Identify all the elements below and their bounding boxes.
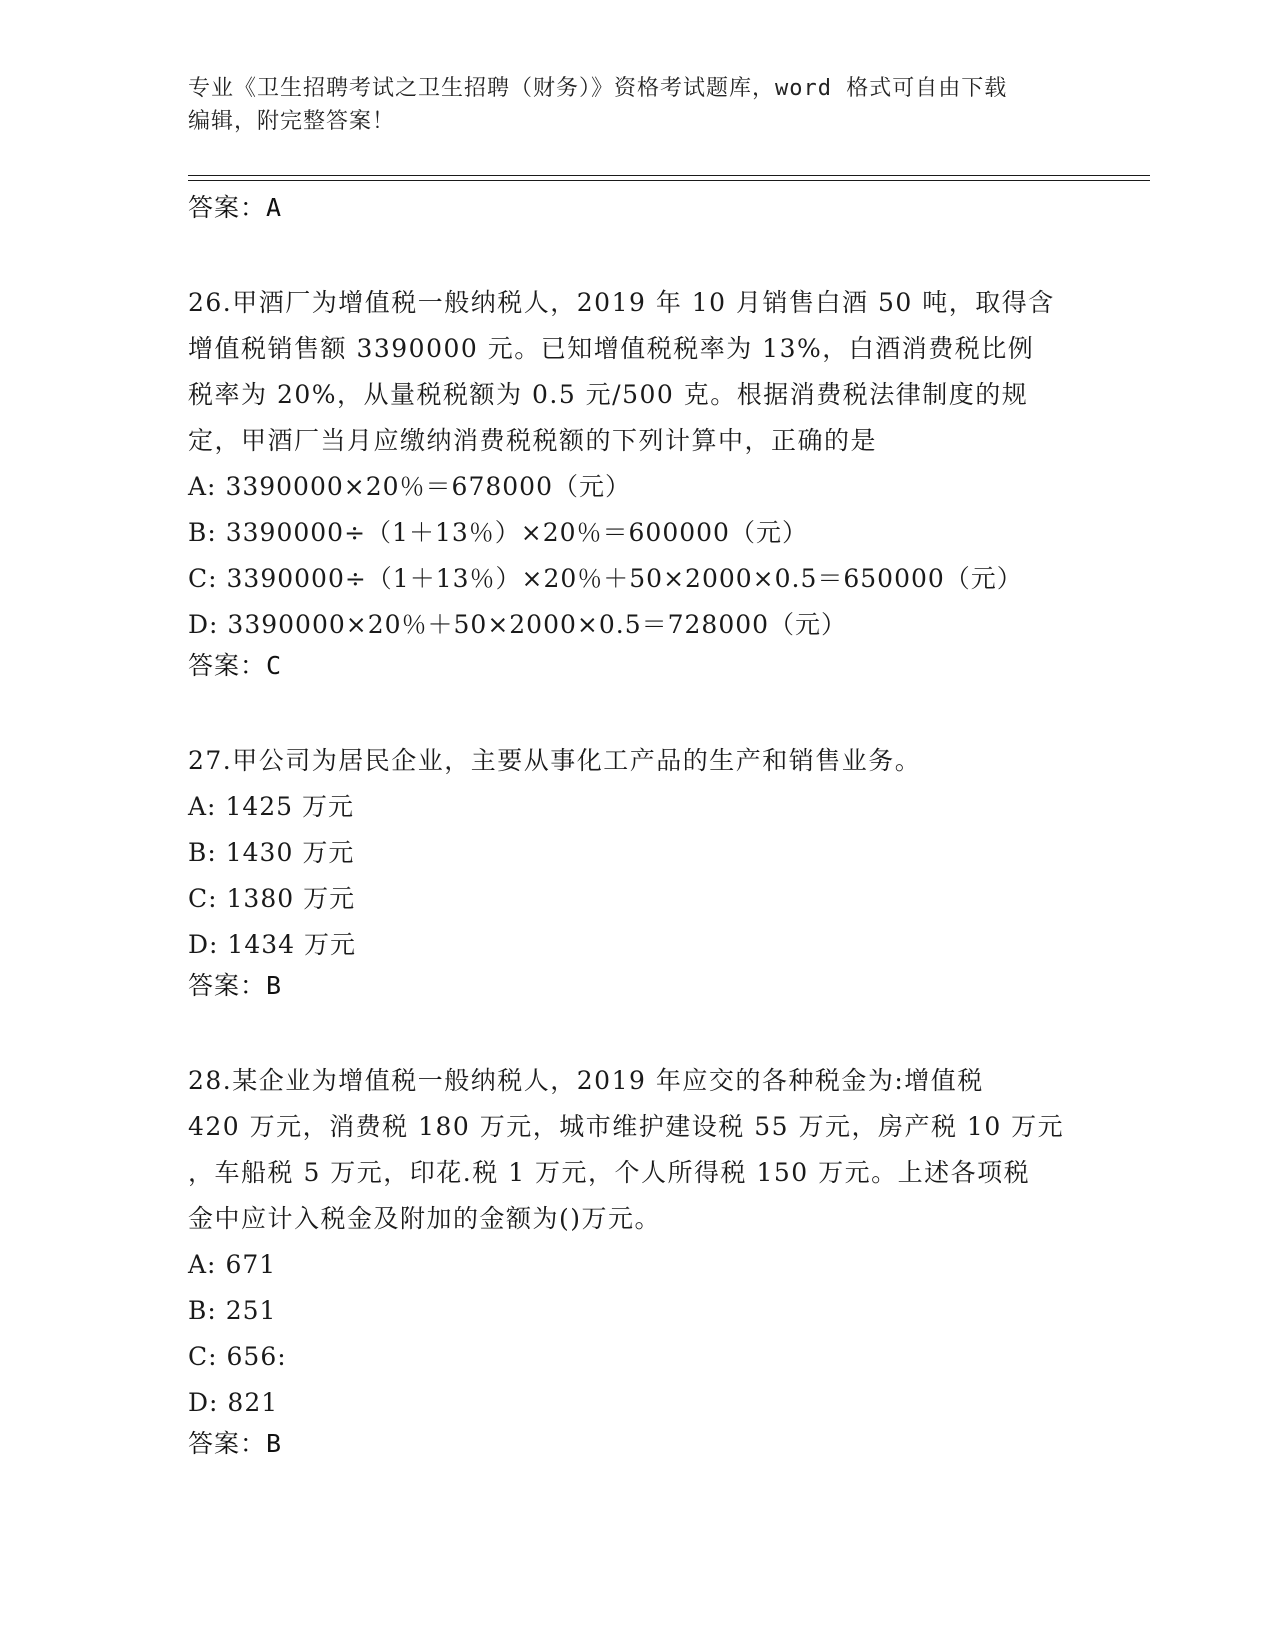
option-d [188,922,1088,968]
answer-label: 答案：B [188,1429,283,1458]
header-rule-top [188,175,1150,176]
option-a [188,784,1088,830]
stem-line: 定，甲酒厂当月应缴纳消费税税额的下列计算中，正确的是 [188,426,878,455]
option-letter: D: [188,610,219,639]
question-26 [188,280,1088,684]
stem-line: 金中应计入税金及附加的金额为()万元。 [188,1204,662,1233]
answer-label: 答案：A [188,193,283,222]
option-letter: D: [188,930,219,959]
header-rule-bottom [188,180,1150,181]
stem-line: 增值税销售额 3390000 元。已知增值税税率为 13%，白酒消费税比例 [188,334,1035,363]
option-d [188,1380,1088,1426]
option-text: 821 [227,1388,279,1417]
option-text: 3390000÷（1＋13％）×20％＋50×2000×0.5＝650000（元） [226,564,1023,593]
option-letter: C: [188,564,218,593]
stem-line: 420 万元，消费税 180 万元，城市维护建设税 55 万元，房产税 10 万元 [188,1112,1065,1141]
option-b [188,510,1088,556]
option-letter: C: [188,884,218,913]
option-text: 251 [225,1296,277,1325]
option-text: 1434 万元 [227,930,356,959]
option-letter: B: [188,838,217,867]
question-27 [188,738,1088,1004]
stem-line: ，车船税 5 万元，印花.税 1 万元，个人所得税 150 万元。上述各项税 [188,1158,1031,1187]
option-letter: C: [188,1342,218,1371]
option-letter: A: [188,792,217,821]
option-c [188,1334,1088,1380]
option-c [188,876,1088,922]
stem-line: 税率为 20%，从量税税额为 0.5 元/500 克。根据消费税法律制度的规 [188,380,1029,409]
question-stem [188,1058,1088,1242]
answer-label: 答案：C [188,651,283,680]
question-list [188,190,1088,1462]
option-letter: A: [188,472,217,501]
question-stem [188,738,1088,784]
option-letter: D: [188,1388,219,1417]
option-text: 1380 万元 [226,884,356,913]
header-line-1: 专业《卫生招聘考试之卫生招聘（财务）》资格考试题库，word 格式可自由下载 [188,76,1008,101]
option-letter: A: [188,1250,217,1279]
option-text: 671 [225,1250,277,1279]
option-b [188,830,1088,876]
option-d [188,602,1088,648]
option-text: 1425 万元 [225,792,355,821]
option-text: 656: [226,1342,287,1371]
question-stem [188,280,1088,464]
option-letter: B: [188,518,217,547]
option-text: 1430 万元 [225,838,355,867]
option-b [188,1288,1088,1334]
option-text: 3390000×20％＋50×2000×0.5＝728000（元） [227,610,848,639]
option-a [188,1242,1088,1288]
option-text: 3390000×20％＝678000（元） [225,472,631,501]
stem-line: 27.甲公司为居民企业，主要从事化工产品的生产和销售业务。 [188,746,922,775]
stem-line: 28.某企业为增值税一般纳税人，2019 年应交的各种税金为:增值税 [188,1066,984,1095]
option-letter: B: [188,1296,217,1325]
stem-line: 26.甲酒厂为增值税一般纳税人，2019 年 10 月销售白酒 50 吨，取得含 [188,288,1055,317]
question-28 [188,1058,1088,1462]
option-c [188,556,1088,602]
option-a [188,464,1088,510]
option-text: 3390000÷（1＋13％）×20％＝600000（元） [225,518,808,547]
header-line-2: 编辑，附完整答案！ [188,109,396,134]
page-header [188,72,1088,138]
answer-label: 答案：B [188,971,283,1000]
